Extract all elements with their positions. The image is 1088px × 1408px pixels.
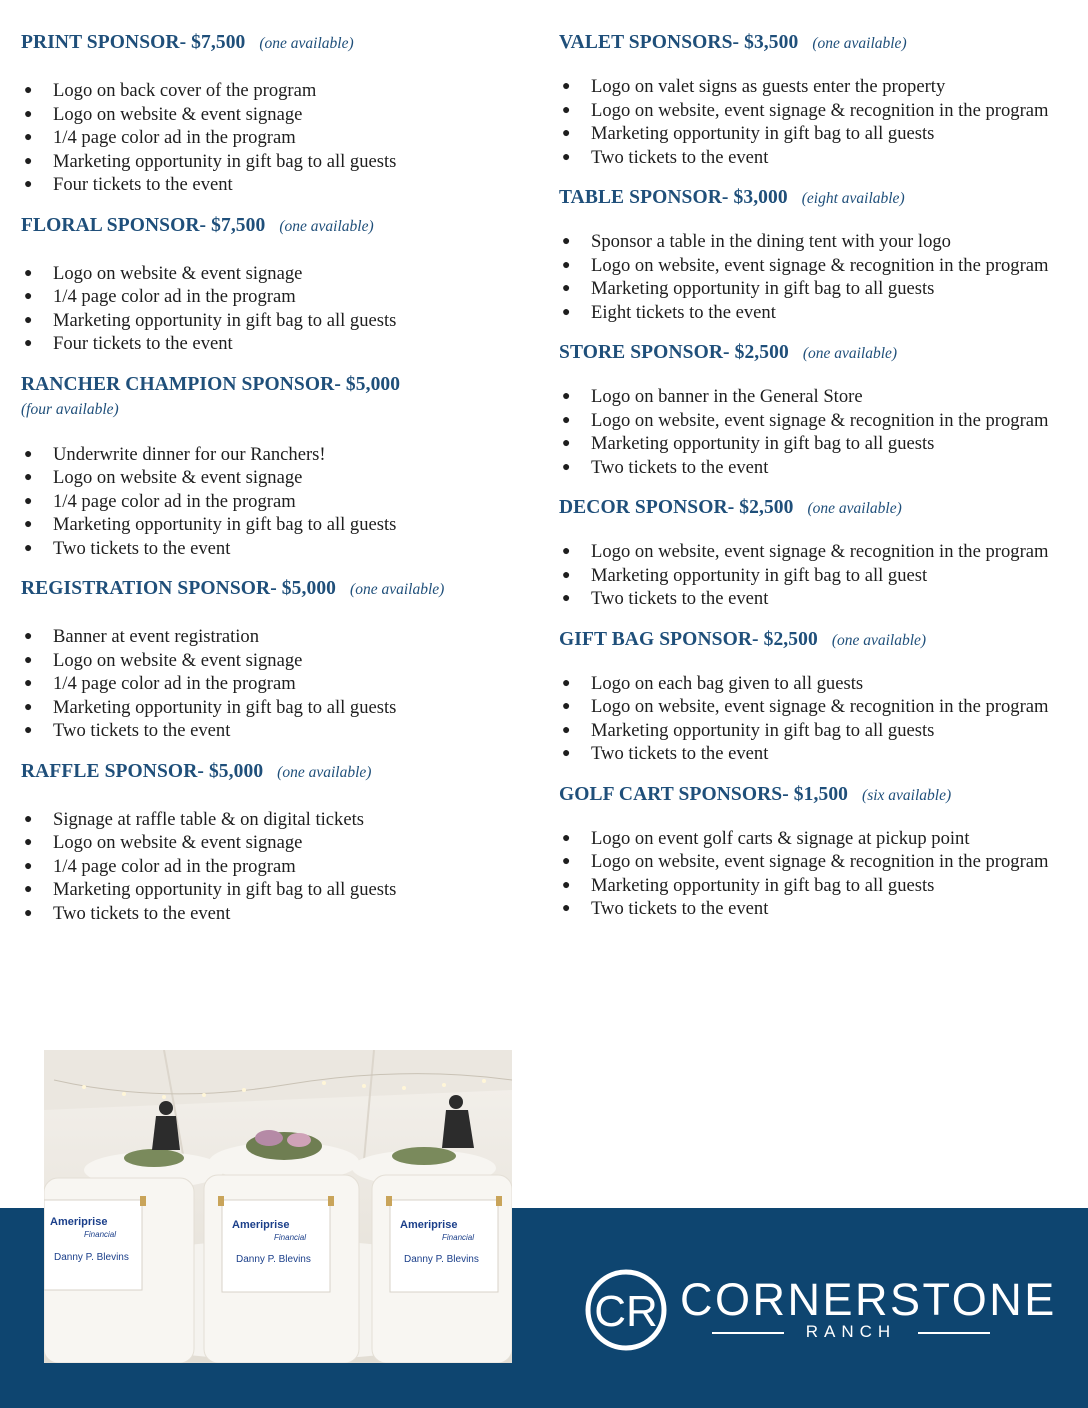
sponsor-store	[559, 340, 1059, 479]
sponsor-decor	[559, 495, 1059, 611]
sponsor-title: VALET SPONSORS- $3,500	[559, 32, 799, 53]
logo-rule-right	[918, 1332, 990, 1334]
benefit-item: ● Two tickets to the event	[24, 720, 231, 741]
sponsor-table	[559, 185, 1059, 324]
sponsor-heading	[21, 576, 531, 603]
sponsor-heading	[559, 185, 1059, 212]
benefit-item: ● Marketing opportunity in gift bag to all guests	[562, 874, 935, 896]
benefit-list	[21, 79, 531, 197]
benefit-list	[559, 540, 1059, 611]
sponsor-availability: (eight available)	[801, 190, 905, 207]
sponsor-print	[21, 30, 531, 197]
benefit-item: ● Marketing opportunity in gift bag to all guests	[562, 123, 935, 144]
benefit-item: ● Eight tickets to the event	[562, 301, 776, 323]
chair-sign-brand-sub: Financial	[84, 1230, 117, 1239]
sponsor-golf-cart	[559, 782, 1059, 921]
benefit-item: ● Two tickets to the event	[562, 898, 769, 919]
sponsor-title: FLORAL SPONSOR- $7,500	[21, 214, 266, 236]
sponsor-availability: (one available)	[807, 500, 902, 517]
sponsor-availability: (one available)	[802, 345, 898, 362]
benefit-item: ● Logo on website, event signage & recognition in the program	[562, 409, 1049, 431]
benefit-item: ● Two tickets to the event	[562, 743, 769, 764]
sponsor-valet	[559, 30, 1059, 169]
sponsor-availability: (one available)	[279, 217, 374, 235]
benefit-list	[21, 808, 531, 926]
chair-sign-brand-sub: Financial	[442, 1233, 475, 1242]
sponsor-raffle	[21, 759, 531, 926]
benefit-item: ● Marketing opportunity in gift bag to all guest	[562, 564, 928, 586]
benefit-item: ● 1/4 page color ad in the program	[24, 127, 296, 148]
sponsor-heading	[559, 30, 1059, 57]
benefit-item: ● Logo on website, event signage & recognition in the program	[562, 254, 1049, 276]
benefit-item: ● Four tickets to the event	[24, 333, 233, 354]
sponsor-availability: (four available)	[21, 400, 119, 418]
sponsor-title: TABLE SPONSOR- $3,000	[559, 187, 788, 208]
sponsor-availability: (one available)	[277, 763, 372, 781]
sponsor-title: RANCHER CHAMPION SPONSOR- $5,000	[21, 373, 401, 395]
benefit-item: ● Underwrite dinner for our Ranchers!	[24, 443, 326, 465]
benefit-list	[559, 75, 1059, 169]
benefit-list	[21, 443, 531, 561]
sponsor-availability: (one available)	[350, 581, 445, 598]
benefit-item: ● Logo on website, event signage & recognition in the program	[562, 696, 1049, 717]
benefit-list	[21, 625, 531, 743]
benefit-list	[559, 827, 1059, 921]
event-photo-illustration	[44, 1050, 512, 1363]
sponsor-heading	[21, 759, 531, 786]
benefit-item: ● 1/4 page color ad in the program	[24, 855, 296, 877]
left-sponsor-column	[21, 30, 531, 941]
sponsor-heading	[559, 495, 1059, 522]
benefit-item: ● Two tickets to the event	[24, 902, 231, 924]
chair-sign-name: Danny P. Blevins	[404, 1254, 479, 1265]
sponsor-title: PRINT SPONSOR- $7,500	[21, 32, 246, 53]
benefit-item: ● Banner at event registration	[24, 626, 260, 647]
benefit-item: ● Logo on website & event signage	[24, 103, 303, 125]
sponsor-heading	[21, 372, 531, 421]
logo-wordmark: CORNERSTONE	[680, 1274, 1057, 1325]
chair-sign-brand: Ameriprise	[400, 1219, 458, 1231]
benefit-item: ● Logo on valet signs as guests enter the property	[562, 76, 946, 97]
sponsor-title: GIFT BAG SPONSOR- $2,500	[559, 628, 818, 650]
benefit-item: ● Marketing opportunity in gift bag to all guests	[24, 150, 397, 172]
sponsor-availability: (one available)	[259, 35, 354, 52]
sponsor-rancher-champion	[21, 372, 531, 561]
cr-monogram-text: CR	[594, 1287, 658, 1336]
benefit-item: ● Sponsor a table in the dining tent with your logo	[562, 231, 951, 252]
sponsor-heading	[21, 30, 531, 57]
benefit-item: ● Logo on website, event signage & recognition in the program	[562, 851, 1049, 872]
benefit-item: ● Logo on website & event signage	[24, 467, 303, 488]
chair-sign-name: Danny P. Blevins	[54, 1252, 129, 1263]
benefit-item: ● Signage at raffle table & on digital tickets	[24, 808, 365, 830]
sponsor-title: STORE SPONSOR- $2,500	[559, 342, 789, 363]
right-sponsor-column	[559, 30, 1059, 937]
chair-sign-brand-sub: Financial	[274, 1233, 307, 1242]
sponsor-title: DECOR SPONSOR- $2,500	[559, 497, 794, 518]
sponsor-availability: (six available)	[862, 786, 952, 804]
benefit-item: ● Logo on website & event signage	[24, 649, 303, 671]
benefit-item: ● Marketing opportunity in gift bag to all guests	[24, 514, 397, 535]
benefit-item: ● 1/4 page color ad in the program	[24, 673, 296, 694]
benefit-item: ● Marketing opportunity in gift bag to all guests	[24, 879, 397, 900]
sponsor-heading	[559, 340, 1059, 367]
sponsor-title: RAFFLE SPONSOR- $5,000	[21, 760, 264, 782]
sponsor-availability: (one available)	[812, 35, 907, 52]
benefit-item: ● Logo on event golf carts & signage at pickup point	[562, 827, 970, 849]
benefit-item: ● Two tickets to the event	[562, 146, 769, 168]
benefit-list	[21, 262, 531, 356]
benefit-item: ● Two tickets to the event	[562, 588, 769, 609]
sponsor-availability: (one available)	[831, 631, 927, 649]
event-photo	[44, 1050, 512, 1363]
chair-sign-name: Danny P. Blevins	[236, 1254, 311, 1265]
benefit-item: ● Marketing opportunity in gift bag to all guests	[562, 433, 935, 454]
benefit-item: ● Marketing opportunity in gift bag to all guests	[24, 309, 397, 331]
cornerstone-ranch-logo	[584, 1268, 1057, 1352]
sponsor-registration	[21, 576, 531, 743]
benefit-item: ● Marketing opportunity in gift bag to all guests	[24, 696, 397, 718]
benefit-item: ● 1/4 page color ad in the program	[24, 490, 296, 512]
benefit-item: ● Four tickets to the event	[24, 174, 233, 195]
benefit-item: ● 1/4 page color ad in the program	[24, 286, 296, 307]
benefit-item: ● Logo on each bag given to all guests	[562, 672, 864, 694]
benefit-list	[559, 672, 1059, 766]
benefit-item: ● Logo on website & event signage	[24, 262, 303, 284]
sponsor-gift-bag	[559, 627, 1059, 766]
benefit-item: ● Marketing opportunity in gift bag to all guests	[562, 719, 935, 741]
cr-monogram-icon	[584, 1268, 668, 1352]
sponsor-heading	[21, 213, 531, 240]
benefit-item: ● Logo on banner in the General Store	[562, 386, 863, 407]
benefit-item: ● Two tickets to the event	[562, 456, 769, 478]
logo-subtitle: RANCH	[805, 1322, 897, 1341]
sponsor-heading	[559, 782, 1059, 809]
benefit-item: ● Logo on website, event signage & recognition in the program	[562, 541, 1049, 562]
benefit-list	[559, 385, 1059, 479]
benefit-item: ● Logo on website, event signage & recognition in the program	[562, 99, 1049, 121]
sponsor-floral	[21, 213, 531, 356]
benefit-item: ● Logo on back cover of the program	[24, 80, 317, 101]
chair-sign-brand: Ameriprise	[50, 1216, 108, 1228]
benefit-item: ● Marketing opportunity in gift bag to all guests	[562, 278, 935, 299]
chair-sign-brand: Ameriprise	[232, 1219, 290, 1231]
sponsor-title: GOLF CART SPONSORS- $1,500	[559, 783, 849, 805]
benefit-item: ● Two tickets to the event	[24, 537, 231, 559]
sponsor-heading	[559, 627, 1059, 654]
benefit-list	[559, 230, 1059, 324]
sponsor-title: REGISTRATION SPONSOR- $5,000	[21, 578, 337, 599]
benefit-item: ● Logo on website & event signage	[24, 832, 303, 853]
